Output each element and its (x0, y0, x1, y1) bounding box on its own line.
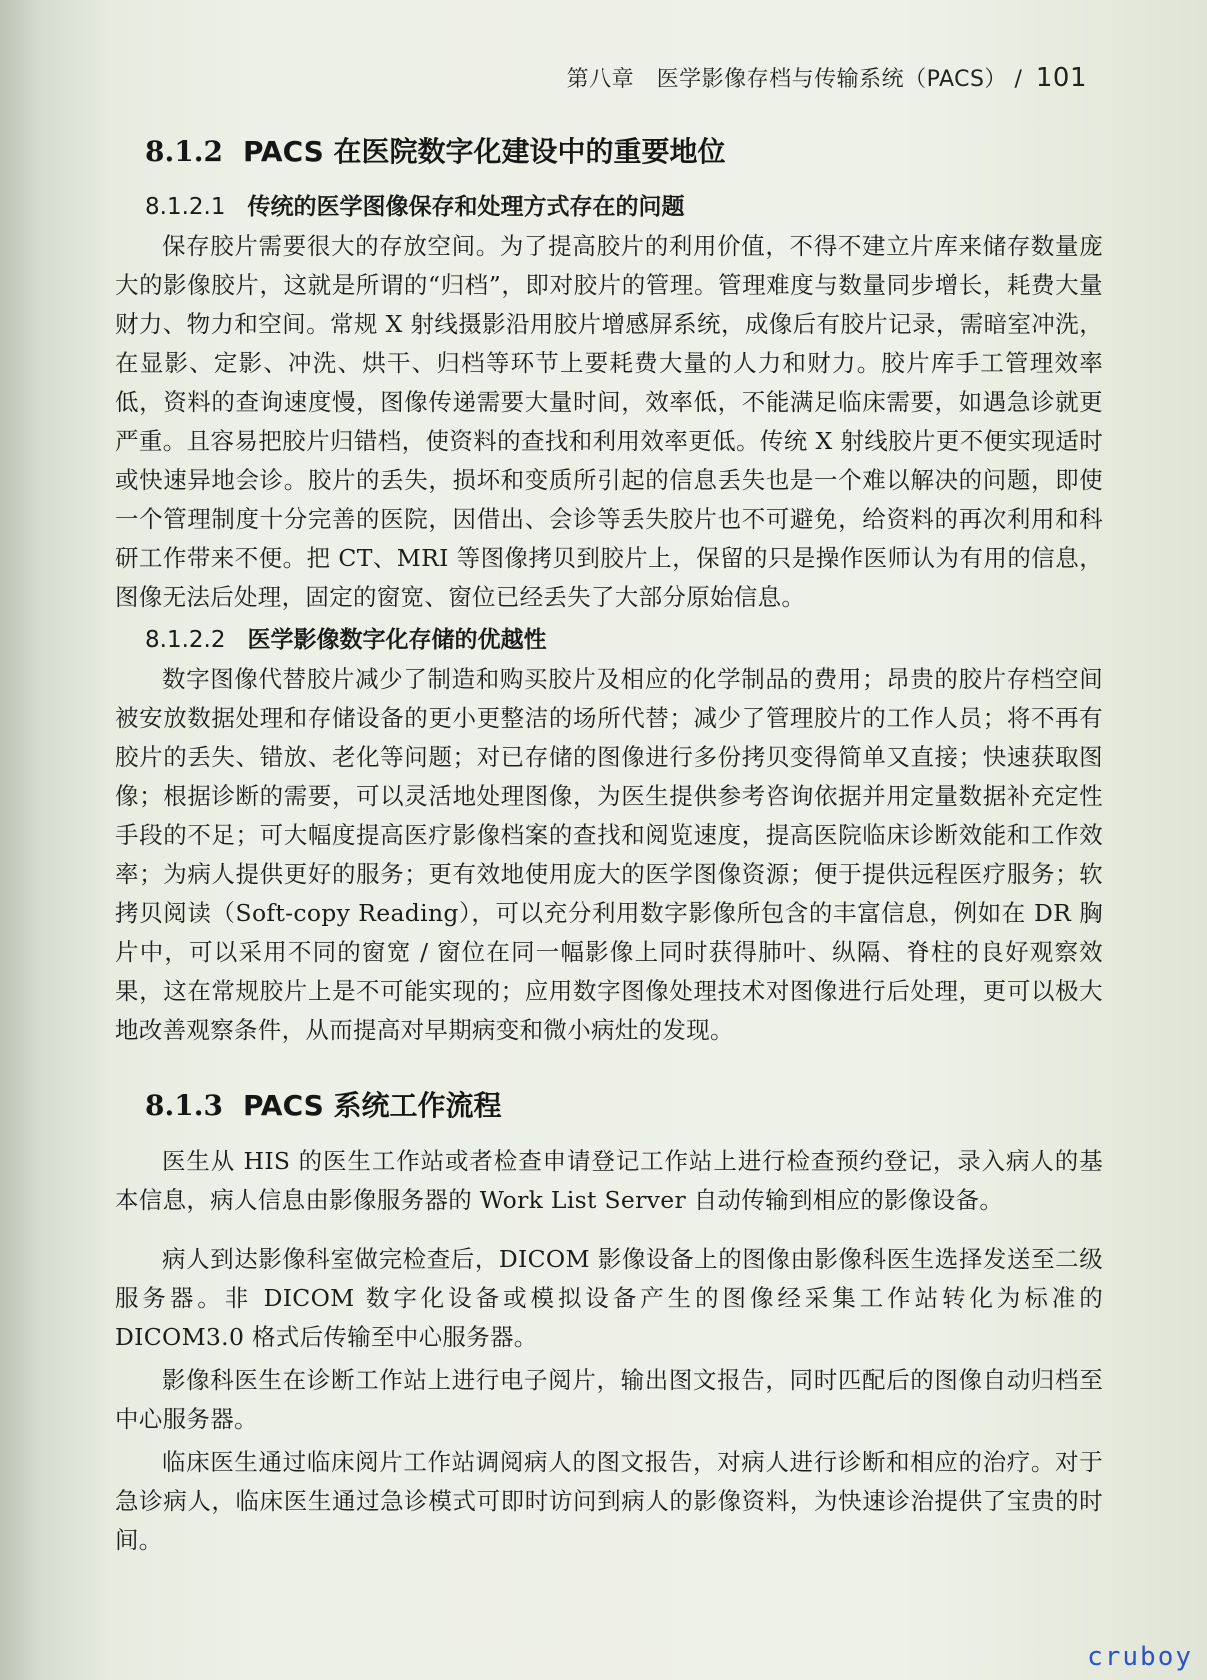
chapter-title: 第八章 医学影像存档与传输系统（PACS） (566, 67, 1007, 92)
subsection-heading-8-1-2-1 (145, 188, 1103, 221)
running-header (567, 62, 1087, 93)
section-heading-8-1-2 (145, 130, 1103, 170)
paragraph-workflow-clinical: 临床医生通过临床阅片工作站调阅病人的图文报告，对病人进行诊断和相应的治疗。对于急诊病人，临床医生通过急诊模式可即时访问到病人的影像资料，为快速诊治提供了宝贵的时间。 (115, 1448, 1103, 1554)
paragraph-workflow-registration: 医生从 HIS 的医生工作站或者检查申请登记工作站上进行检查预约登记，录入病人的基本信息，病人信息由影像服务器的 Work List Server 自动传输到相应的影像设备。 (115, 1147, 1103, 1214)
paragraph-workflow-imaging: 病人到达影像科室做完检查后，DICOM 影像设备上的图像由影像科医生选择发送至二级服务器。非 DICOM 数字化设备或模拟设备产生的图像经采集工作站转化为标准的 DICOM3.0 格式后传输至中心服务器。 (115, 1245, 1103, 1351)
section-title: PACS 系统工作流程 (242, 1089, 502, 1122)
section-number: 8.1.2 (145, 135, 223, 168)
page-number: 101 (1035, 63, 1087, 93)
subsection-number: 8.1.2.2 (145, 627, 226, 653)
section-number: 8.1.3 (145, 1089, 223, 1122)
header-separator: / (1014, 67, 1023, 92)
paragraph-workflow-diagnosis: 影像科医生在诊断工作站上进行电子阅片，输出图文报告，同时匹配后的图像自动归档至中心服务器。 (115, 1366, 1103, 1433)
subsection-heading-8-1-2-2 (145, 621, 1103, 654)
subsection-number: 8.1.2.1 (145, 194, 226, 220)
subsection-title: 传统的医学图像保存和处理方式存在的问题 (247, 194, 685, 220)
paragraph-traditional-storage-problems: 保存胶片需要很大的存放空间。为了提高胶片的利用价值，不得不建立片库来储存数量庞大的影像胶片，这就是所谓的“归档”，即对胶片的管理。管理难度与数量同步增长，耗费大量财力、物力和空间。常规 X 射线摄影沿用胶片增感屏系统，成像后有胶片记录，需暗室冲洗，在显影、定影、冲洗、烘干、归档等环节上要耗费大量的人力和财力。胶片库手工管理效率低，资料的查询速度慢，图像传递需要大量时间，效率低，不能满足临床需要，如遇急诊就更严重。且容易把胶片归错档，使资料的查找和利用效率更低。传统 X 射线胶片更不便实现适时或快速异地会诊。胶片的丢失，损坏和变质所引起的信息丢失也是一个难以解决的问题，即使一个管理制度十分完善的医院，因借出、会诊等丢失胶片也不可避免，给资料的再次利用和科研工作带来不便。把 CT、MRI 等图像拷贝到胶片上，保留的只是操作医师认为有用的信息，图像无法后处理，固定的窗宽、窗位已经丢失了大部分原始信息。 (115, 232, 1103, 611)
section-title: PACS 在医院数字化建设中的重要地位 (242, 135, 726, 168)
watermark-stamp: cruboy (1087, 1642, 1193, 1672)
section-heading-8-1-3 (145, 1084, 1103, 1124)
page-body (115, 130, 1103, 1560)
subsection-title: 医学影像数字化存储的优越性 (247, 627, 547, 653)
paragraph-digital-storage-advantages: 数字图像代替胶片减少了制造和购买胶片及相应的化学制品的费用；昂贵的胶片存档空间被安放数据处理和存储设备的更小更整洁的场所代替；减少了管理胶片的工作人员；将不再有胶片的丢失、错放、老化等问题；对已存储的图像进行多份拷贝变得简单又直接；快速获取图像；根据诊断的需要，可以灵活地处理图像，为医生提供参考咨询依据并用定量数据补充定性手段的不足；可大幅度提高医疗影像档案的查找和阅览速度，提高医院临床诊断效能和工作效率；为病人提供更好的服务；更有效地使用庞大的医学图像资源；便于提供远程医疗服务；软拷贝阅读（Soft-copy Reading），可以充分利用数字影像所包含的丰富信息，例如在 DR 胸片中，可以采用不同的窗宽 / 窗位在同一幅影像上同时获得肺叶、纵隔、脊柱的良好观察效果，这在常规胶片上是不可能实现的；应用数字图像处理技术对图像进行后处理，更可以极大地改善观察条件，从而提高对早期病变和微小病灶的发现。 (115, 665, 1103, 1044)
